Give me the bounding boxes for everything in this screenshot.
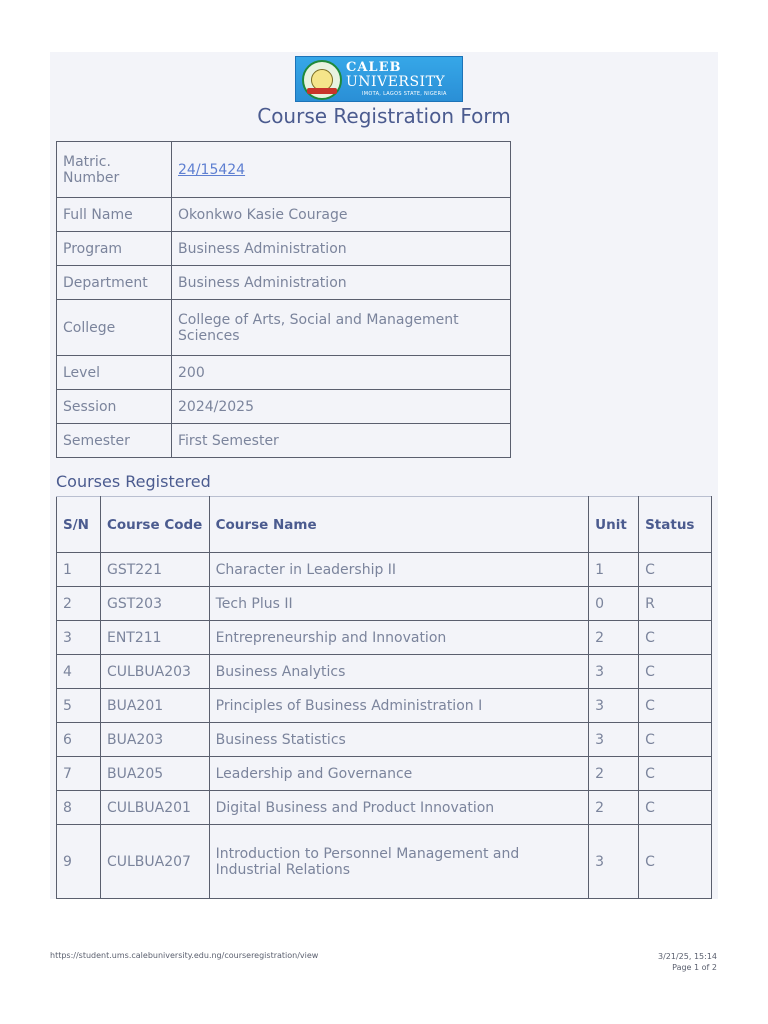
info-row bbox=[57, 142, 511, 198]
info-value: Okonkwo Kasie Courage bbox=[172, 198, 511, 232]
info-value: Business Administration bbox=[172, 266, 511, 300]
table-cell: 2 bbox=[589, 621, 639, 655]
table-cell: 5 bbox=[57, 689, 101, 723]
table-cell: ENT211 bbox=[100, 621, 209, 655]
table-header-row bbox=[57, 497, 712, 553]
table-cell: C bbox=[639, 791, 712, 825]
info-value: 200 bbox=[172, 356, 511, 390]
table-cell: BUA201 bbox=[100, 689, 209, 723]
info-label: Session bbox=[57, 390, 172, 424]
table-row bbox=[57, 825, 712, 899]
info-value: First Semester bbox=[172, 424, 511, 458]
table-cell: CULBUA203 bbox=[100, 655, 209, 689]
column-header: Course Name bbox=[209, 497, 589, 553]
student-info-table bbox=[56, 141, 511, 458]
table-cell: BUA205 bbox=[100, 757, 209, 791]
table-row bbox=[57, 553, 712, 587]
table-cell: C bbox=[639, 825, 712, 899]
table-cell: Principles of Business Administration I bbox=[209, 689, 589, 723]
info-row bbox=[57, 232, 511, 266]
table-cell: 3 bbox=[589, 723, 639, 757]
info-label: Program bbox=[57, 232, 172, 266]
document-page bbox=[50, 52, 718, 899]
table-cell: Entrepreneurship and Innovation bbox=[209, 621, 589, 655]
table-cell: GST203 bbox=[100, 587, 209, 621]
table-cell: 2 bbox=[57, 587, 101, 621]
table-row bbox=[57, 621, 712, 655]
table-cell: BUA203 bbox=[100, 723, 209, 757]
page-title: Course Registration Form bbox=[257, 104, 511, 128]
info-label: Matric. Number bbox=[57, 142, 172, 198]
info-row bbox=[57, 390, 511, 424]
print-datetime: 3/21/25, 15:14 bbox=[658, 952, 717, 961]
info-row bbox=[57, 266, 511, 300]
crest-icon bbox=[302, 60, 342, 100]
university-logo bbox=[295, 56, 463, 104]
info-row bbox=[57, 356, 511, 390]
info-label: Semester bbox=[57, 424, 172, 458]
page-number: Page 1 of 2 bbox=[672, 963, 717, 972]
info-row bbox=[57, 198, 511, 232]
table-row bbox=[57, 655, 712, 689]
table-cell: R bbox=[639, 587, 712, 621]
table-row bbox=[57, 757, 712, 791]
table-cell: 7 bbox=[57, 757, 101, 791]
info-label: Department bbox=[57, 266, 172, 300]
table-cell: C bbox=[639, 553, 712, 587]
table-cell: C bbox=[639, 757, 712, 791]
info-value: 2024/2025 bbox=[172, 390, 511, 424]
table-cell: C bbox=[639, 723, 712, 757]
logo-text-line1: CALEB bbox=[346, 60, 402, 75]
column-header: Course Code bbox=[100, 497, 209, 553]
info-label: Level bbox=[57, 356, 172, 390]
table-row bbox=[57, 587, 712, 621]
table-cell: 3 bbox=[589, 825, 639, 899]
column-header: Status bbox=[639, 497, 712, 553]
table-cell: Business Statistics bbox=[209, 723, 589, 757]
table-cell: Leadership and Governance bbox=[209, 757, 589, 791]
table-cell: 4 bbox=[57, 655, 101, 689]
info-value bbox=[172, 142, 511, 198]
table-cell: 3 bbox=[589, 689, 639, 723]
table-row bbox=[57, 723, 712, 757]
table-cell: CULBUA201 bbox=[100, 791, 209, 825]
table-row bbox=[57, 689, 712, 723]
table-cell: 9 bbox=[57, 825, 101, 899]
table-cell: 2 bbox=[589, 791, 639, 825]
logo-text-line3: IMOTA, LAGOS STATE, NIGERIA bbox=[362, 91, 447, 97]
table-cell: 2 bbox=[589, 757, 639, 791]
table-cell: 6 bbox=[57, 723, 101, 757]
courses-table bbox=[56, 496, 712, 899]
footer-meta bbox=[658, 951, 717, 973]
table-cell: Introduction to Personnel Management and Industrial Relations bbox=[209, 825, 589, 899]
table-cell: 1 bbox=[589, 553, 639, 587]
info-value: College of Arts, Social and Management Sciences bbox=[172, 300, 511, 356]
table-cell: C bbox=[639, 621, 712, 655]
table-cell: Tech Plus II bbox=[209, 587, 589, 621]
info-label: Full Name bbox=[57, 198, 172, 232]
table-cell: C bbox=[639, 689, 712, 723]
table-cell: Business Analytics bbox=[209, 655, 589, 689]
table-cell: C bbox=[639, 655, 712, 689]
table-cell: 3 bbox=[57, 621, 101, 655]
info-row bbox=[57, 424, 511, 458]
info-label: College bbox=[57, 300, 172, 356]
table-cell: 3 bbox=[589, 655, 639, 689]
courses-heading: Courses Registered bbox=[56, 472, 211, 491]
table-cell: 0 bbox=[589, 587, 639, 621]
info-row bbox=[57, 300, 511, 356]
matric-number-link[interactable]: 24/15424 bbox=[178, 161, 246, 178]
table-cell: Character in Leadership II bbox=[209, 553, 589, 587]
column-header: S/N bbox=[57, 497, 101, 553]
table-cell: 1 bbox=[57, 553, 101, 587]
table-cell: GST221 bbox=[100, 553, 209, 587]
column-header: Unit bbox=[589, 497, 639, 553]
logo-text-line2: UNIVERSITY bbox=[346, 74, 446, 90]
table-row bbox=[57, 791, 712, 825]
footer-url: https://student.ums.calebuniversity.edu.ng/courseregistration/view bbox=[50, 951, 319, 960]
table-cell: Digital Business and Product Innovation bbox=[209, 791, 589, 825]
table-cell: CULBUA207 bbox=[100, 825, 209, 899]
table-cell: 8 bbox=[57, 791, 101, 825]
info-value: Business Administration bbox=[172, 232, 511, 266]
